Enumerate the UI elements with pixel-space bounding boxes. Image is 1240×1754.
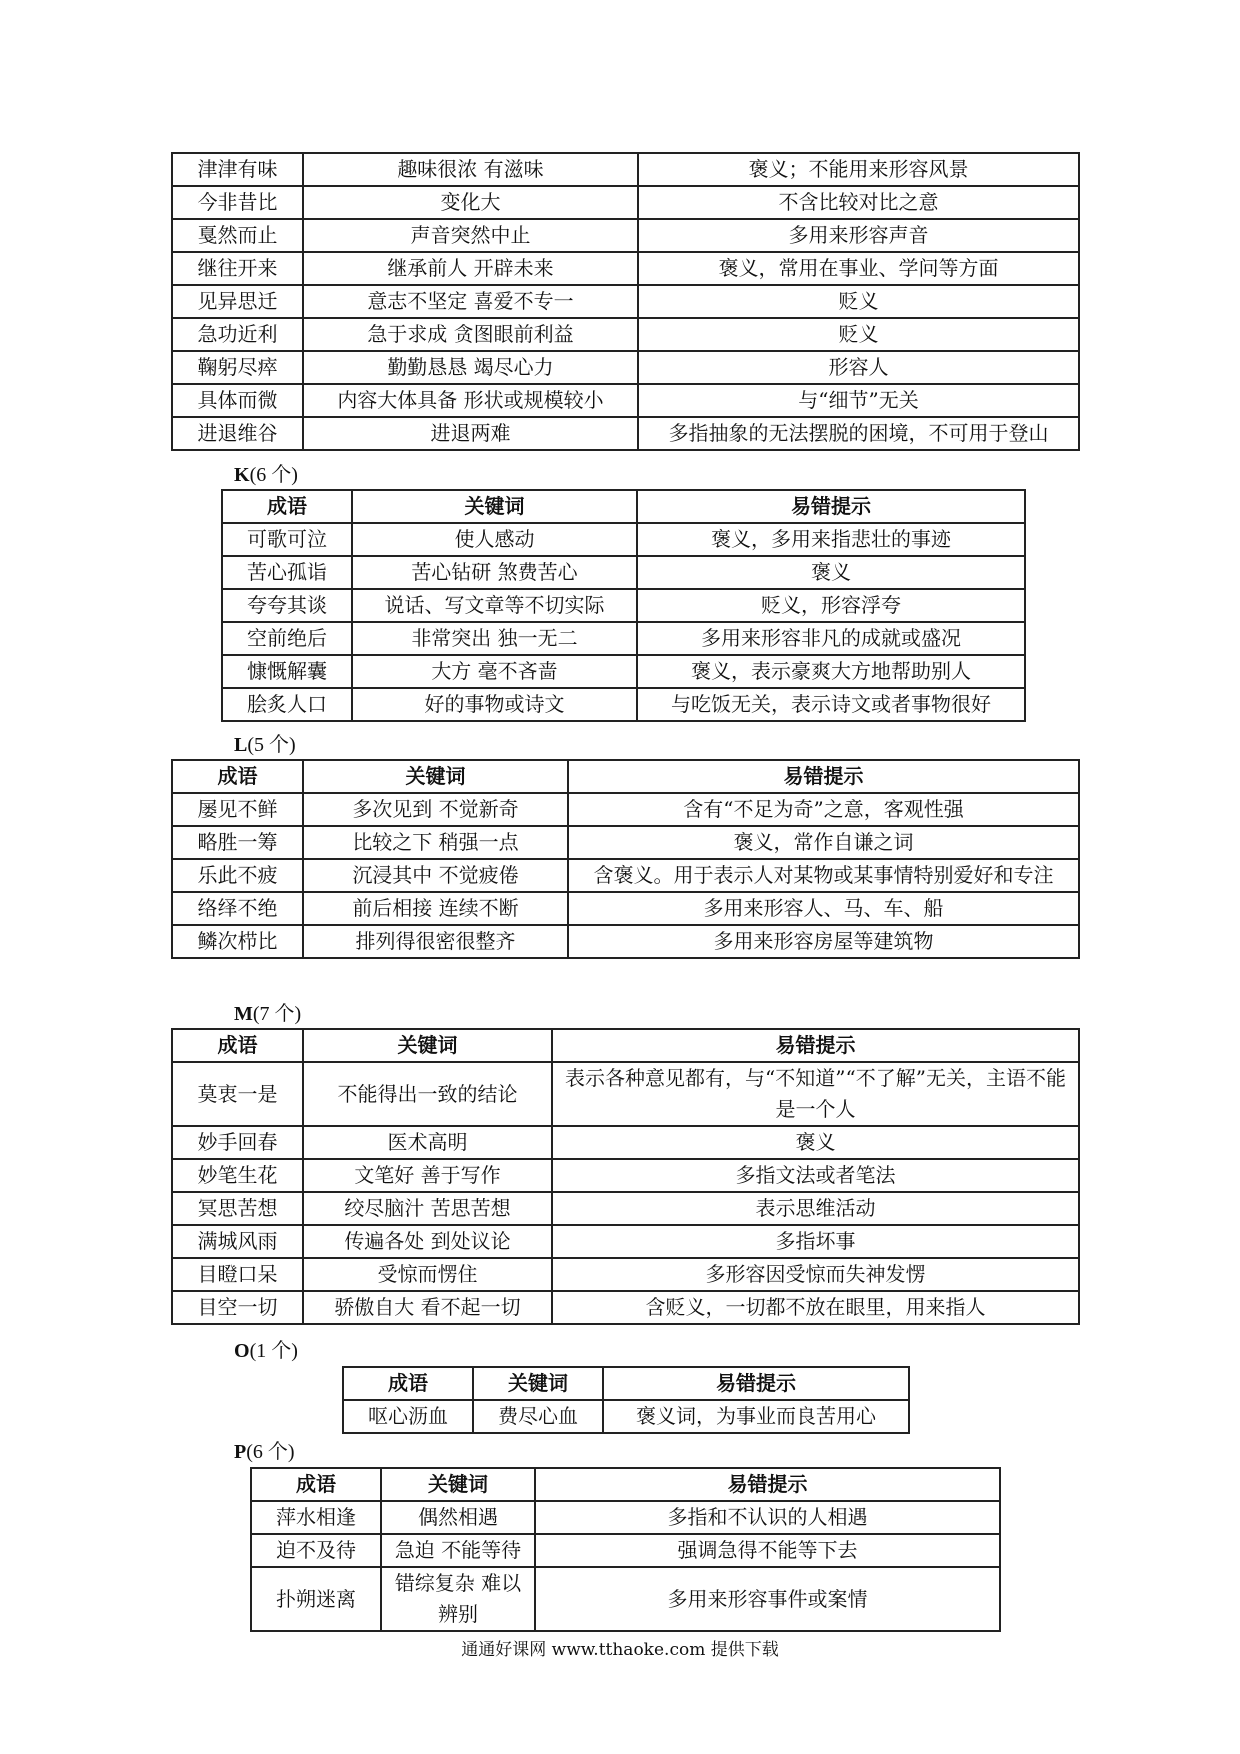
tip-cell: 多指坏事 [552, 1225, 1079, 1258]
tip-cell: 贬义 [638, 285, 1079, 318]
idiom-cell: 慷慨解囊 [222, 655, 352, 688]
idiom-cell: 冥思苦想 [172, 1192, 303, 1225]
column-header-idiom: 成语 [172, 1029, 303, 1062]
tip-cell: 贬义，形容浮夸 [637, 589, 1025, 622]
column-header-tip: 易错提示 [552, 1029, 1079, 1062]
keyword-cell: 比较之下 稍强一点 [303, 826, 568, 859]
idiom-cell: 扑朔迷离 [251, 1567, 381, 1631]
table-row [172, 1159, 1079, 1192]
tip-cell: 褒义 [637, 556, 1025, 589]
idiom-cell: 具体而微 [172, 384, 303, 417]
table-row [222, 589, 1025, 622]
column-header-keyword: 关键词 [473, 1367, 603, 1400]
table-row [172, 1192, 1079, 1225]
keyword-cell: 说话、写文章等不切实际 [352, 589, 637, 622]
table-row [172, 186, 1079, 219]
idiom-cell: 今非昔比 [172, 186, 303, 219]
tip-cell: 多指文法或者笔法 [552, 1159, 1079, 1192]
tip-cell: 褒义，常作自谦之词 [568, 826, 1079, 859]
table-row [172, 1291, 1079, 1324]
idiom-cell: 见异思迁 [172, 285, 303, 318]
tip-cell: 含褒义。用于表示人对某物或某事情特别爱好和专注 [568, 859, 1079, 892]
idiom-cell: 萍水相逢 [251, 1501, 381, 1534]
column-header-idiom: 成语 [172, 760, 303, 793]
keyword-cell: 费尽心血 [473, 1400, 603, 1433]
keyword-cell: 趣味很浓 有滋味 [303, 153, 638, 186]
table-row [172, 1225, 1079, 1258]
idiom-cell: 夸夸其谈 [222, 589, 352, 622]
tip-cell: 与吃饭无关，表示诗文或者事物很好 [637, 688, 1025, 721]
keyword-cell: 意志不坚定 喜爱不专一 [303, 285, 638, 318]
idiom-table-l [171, 759, 1080, 959]
table-row [172, 892, 1079, 925]
idiom-cell: 呕心沥血 [343, 1400, 473, 1433]
keyword-cell: 偶然相遇 [381, 1501, 535, 1534]
idiom-table-o [342, 1366, 910, 1434]
tip-cell: 褒义，多用来指悲壮的事迹 [637, 523, 1025, 556]
idiom-cell: 满城风雨 [172, 1225, 303, 1258]
keyword-cell: 非常突出 独一无二 [352, 622, 637, 655]
keyword-cell: 勤勤恳恳 竭尽心力 [303, 351, 638, 384]
tip-cell: 多用来形容房屋等建筑物 [568, 925, 1079, 958]
table-row [172, 826, 1079, 859]
idiom-cell: 空前绝后 [222, 622, 352, 655]
tip-cell: 形容人 [638, 351, 1079, 384]
keyword-cell: 绞尽脑汁 苦思苦想 [303, 1192, 552, 1225]
table-row [172, 859, 1079, 892]
idiom-cell: 苦心孤诣 [222, 556, 352, 589]
tip-cell: 多用来形容声音 [638, 219, 1079, 252]
tip-cell: 多指抽象的无法摆脱的困境，不可用于登山 [638, 417, 1079, 450]
table-row [251, 1534, 1000, 1567]
section-heading-k: K(6 个) [234, 464, 298, 486]
table-row [172, 417, 1079, 450]
table-row [343, 1400, 909, 1433]
keyword-cell: 变化大 [303, 186, 638, 219]
keyword-cell: 骄傲自大 看不起一切 [303, 1291, 552, 1324]
keyword-cell: 急迫 不能等待 [381, 1534, 535, 1567]
idiom-cell: 屡见不鲜 [172, 793, 303, 826]
keyword-cell: 大方 毫不吝啬 [352, 655, 637, 688]
keyword-cell: 急于求成 贪图眼前利益 [303, 318, 638, 351]
table-row [222, 523, 1025, 556]
table-row [222, 556, 1025, 589]
table-row [222, 655, 1025, 688]
keyword-cell: 前后相接 连续不断 [303, 892, 568, 925]
column-header-keyword: 关键词 [303, 1029, 552, 1062]
keyword-cell: 多次见到 不觉新奇 [303, 793, 568, 826]
idiom-cell: 妙手回春 [172, 1126, 303, 1159]
table-row [172, 1126, 1079, 1159]
table-row [172, 252, 1079, 285]
keyword-cell: 受惊而愣住 [303, 1258, 552, 1291]
keyword-cell: 排列得很密很整齐 [303, 925, 568, 958]
table-row [172, 153, 1079, 186]
tip-cell: 褒义；不能用来形容风景 [638, 153, 1079, 186]
tip-cell: 褒义词，为事业而良苦用心 [603, 1400, 909, 1433]
column-header-tip: 易错提示 [637, 490, 1025, 523]
tip-cell: 强调急得不能等下去 [535, 1534, 1000, 1567]
tip-cell: 与“细节”无关 [638, 384, 1079, 417]
keyword-cell: 使人感动 [352, 523, 637, 556]
table-row [172, 925, 1079, 958]
idiom-table-j [171, 152, 1080, 451]
idiom-cell: 目瞪口呆 [172, 1258, 303, 1291]
tip-cell: 多形容因受惊而失神发愣 [552, 1258, 1079, 1291]
tip-cell: 褒义，常用在事业、学问等方面 [638, 252, 1079, 285]
table-row [172, 351, 1079, 384]
idiom-cell: 莫衷一是 [172, 1062, 303, 1126]
column-header-tip: 易错提示 [535, 1468, 1000, 1501]
idiom-cell: 急功近利 [172, 318, 303, 351]
idiom-table-p [250, 1467, 1001, 1632]
table-row [172, 384, 1079, 417]
table-row [222, 622, 1025, 655]
table-row [172, 793, 1079, 826]
keyword-cell: 内容大体具备 形状或规模较小 [303, 384, 638, 417]
idiom-cell: 鳞次栉比 [172, 925, 303, 958]
tip-cell: 多指和不认识的人相遇 [535, 1501, 1000, 1534]
table-row [251, 1567, 1000, 1631]
table-row [172, 219, 1079, 252]
keyword-cell: 医术高明 [303, 1126, 552, 1159]
column-header-idiom: 成语 [251, 1468, 381, 1501]
tip-cell: 不含比较对比之意 [638, 186, 1079, 219]
idiom-cell: 略胜一筹 [172, 826, 303, 859]
page-footer: 通通好课网 www.tthaoke.com 提供下载 [461, 1640, 779, 1660]
idiom-cell: 络绎不绝 [172, 892, 303, 925]
idiom-table-k [221, 489, 1026, 722]
tip-cell: 表示各种意见都有，与“不知道”“不了解”无关，主语不能是一个人 [552, 1062, 1079, 1126]
idiom-cell: 乐此不疲 [172, 859, 303, 892]
keyword-cell: 传遍各处 到处议论 [303, 1225, 552, 1258]
section-heading-p: P(6 个) [234, 1441, 295, 1463]
table-row [172, 1062, 1079, 1126]
idiom-cell: 脍炙人口 [222, 688, 352, 721]
column-header-tip: 易错提示 [568, 760, 1079, 793]
table-row [172, 1258, 1079, 1291]
idiom-cell: 津津有味 [172, 153, 303, 186]
idiom-cell: 迫不及待 [251, 1534, 381, 1567]
keyword-cell: 声音突然中止 [303, 219, 638, 252]
column-header-idiom: 成语 [343, 1367, 473, 1400]
keyword-cell: 好的事物或诗文 [352, 688, 637, 721]
tip-cell: 含贬义，一切都不放在眼里，用来指人 [552, 1291, 1079, 1324]
tip-cell: 贬义 [638, 318, 1079, 351]
idiom-cell: 进退维谷 [172, 417, 303, 450]
keyword-cell: 不能得出一致的结论 [303, 1062, 552, 1126]
idiom-cell: 目空一切 [172, 1291, 303, 1324]
idiom-table-m [171, 1028, 1080, 1325]
keyword-cell: 苦心钻研 煞费苦心 [352, 556, 637, 589]
section-heading-m: M(7 个) [234, 1003, 302, 1025]
keyword-cell: 错综复杂 难以辨别 [381, 1567, 535, 1631]
tip-cell: 多用来形容非凡的成就或盛况 [637, 622, 1025, 655]
table-row [172, 285, 1079, 318]
column-header-keyword: 关键词 [303, 760, 568, 793]
keyword-cell: 继承前人 开辟未来 [303, 252, 638, 285]
tip-cell: 多用来形容人、马、车、船 [568, 892, 1079, 925]
idiom-cell: 妙笔生花 [172, 1159, 303, 1192]
idiom-cell: 戛然而止 [172, 219, 303, 252]
tip-cell: 褒义 [552, 1126, 1079, 1159]
section-heading-l: L(5 个) [234, 734, 296, 756]
column-header-keyword: 关键词 [352, 490, 637, 523]
column-header-idiom: 成语 [222, 490, 352, 523]
table-row [222, 688, 1025, 721]
column-header-tip: 易错提示 [603, 1367, 909, 1400]
tip-cell: 多用来形容事件或案情 [535, 1567, 1000, 1631]
tip-cell: 含有“不足为奇”之意，客观性强 [568, 793, 1079, 826]
idiom-cell: 继往开来 [172, 252, 303, 285]
idiom-cell: 可歌可泣 [222, 523, 352, 556]
tip-cell: 褒义，表示豪爽大方地帮助别人 [637, 655, 1025, 688]
table-row [251, 1501, 1000, 1534]
table-row [172, 318, 1079, 351]
keyword-cell: 沉浸其中 不觉疲倦 [303, 859, 568, 892]
idiom-cell: 鞠躬尽瘁 [172, 351, 303, 384]
tip-cell: 表示思维活动 [552, 1192, 1079, 1225]
section-heading-o: O(1 个) [234, 1340, 298, 1362]
keyword-cell: 文笔好 善于写作 [303, 1159, 552, 1192]
column-header-keyword: 关键词 [381, 1468, 535, 1501]
keyword-cell: 进退两难 [303, 417, 638, 450]
